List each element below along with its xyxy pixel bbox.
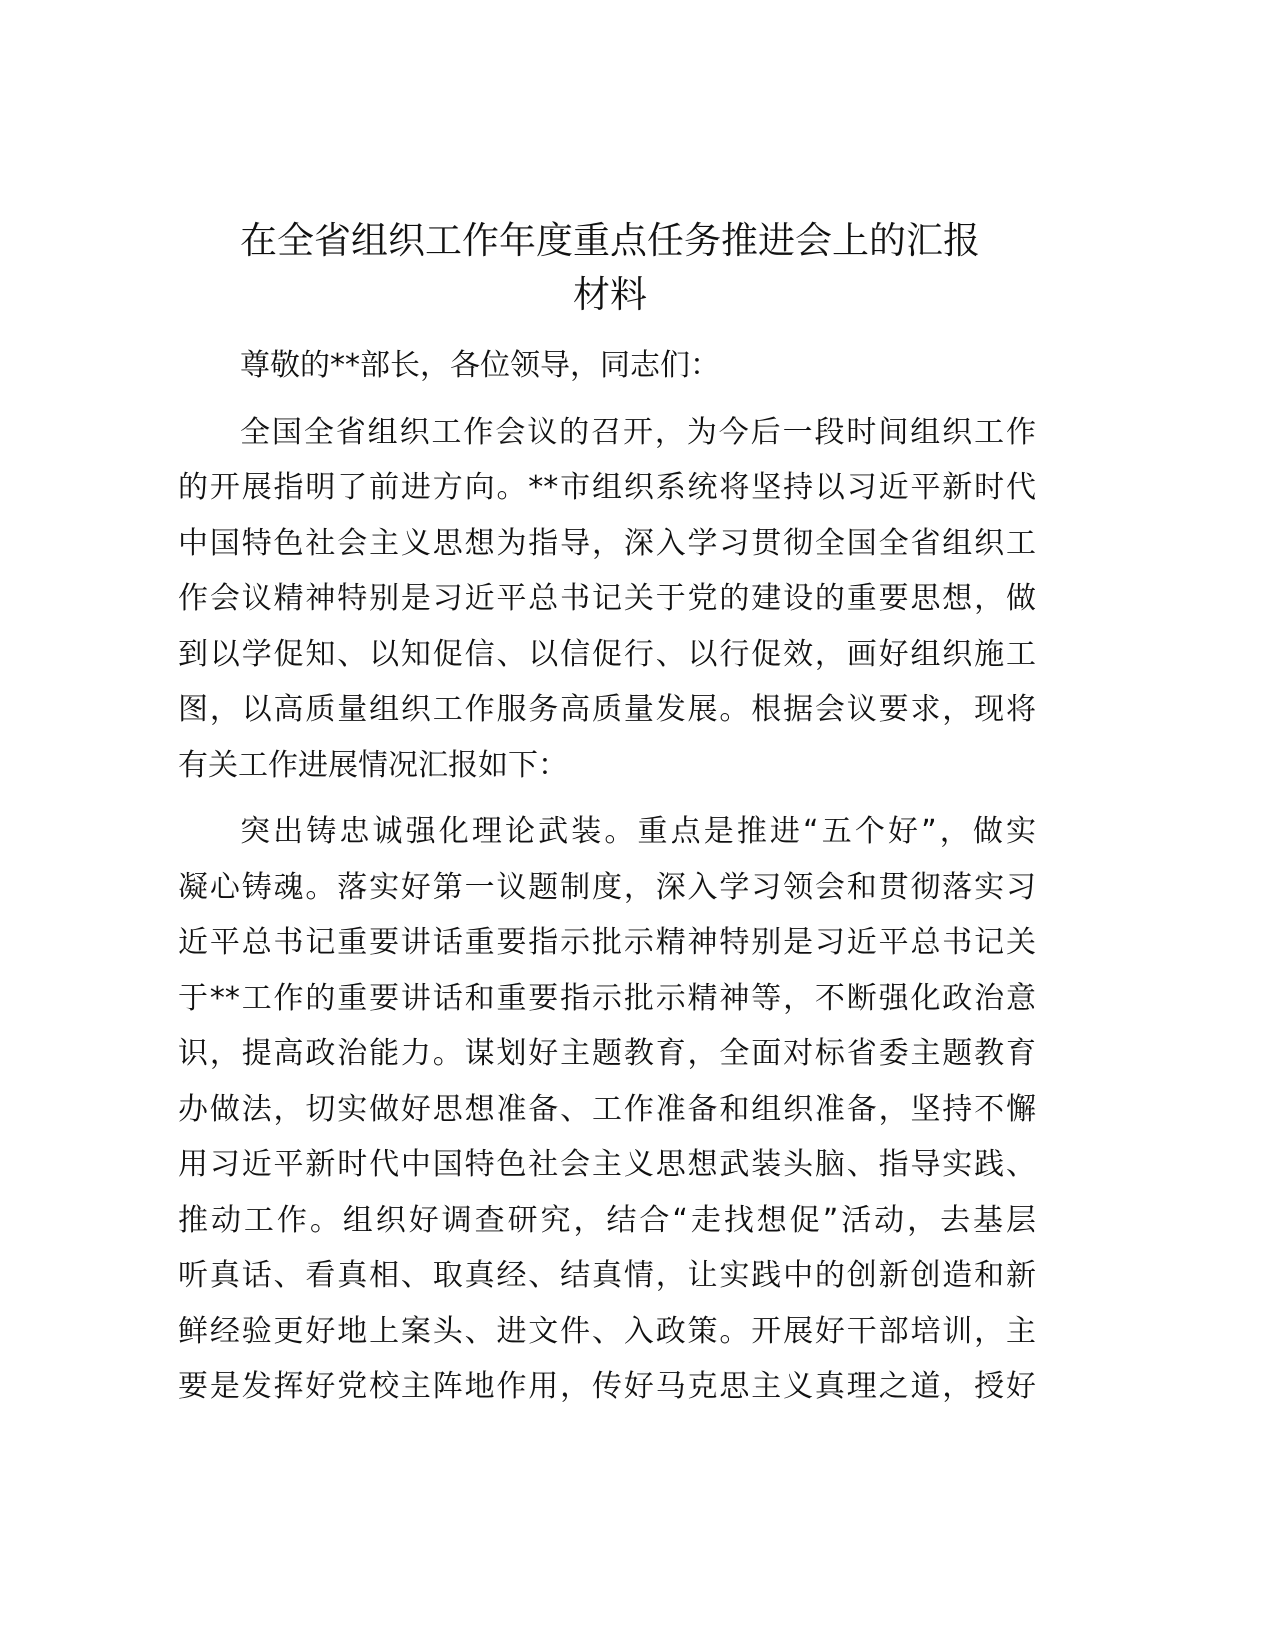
body-paragraph	[178, 405, 1036, 794]
text-line: 鲜经验更好地上案头、进文件、入政策。开展好干部培训，主	[178, 1313, 1036, 1349]
text-line: 于**工作的重要讲话和重要指示批示精神等，不断强化政治意	[178, 980, 1036, 1016]
text-line: 要是发挥好党校主阵地作用，传好马克思主义真理之道，授好	[178, 1369, 1036, 1404]
text-line: 有关工作进展情况汇报如下：	[178, 747, 568, 783]
text-line: 办做法，切实做好思想准备、工作准备和组织准备，坚持不懈	[178, 1091, 1036, 1127]
text-line: 中国特色社会主义思想为指导，深入学习贯彻全国全省组织工	[178, 525, 1036, 561]
text-line: 推动工作。组织好调查研究，结合“走找想促”活动，去基层	[178, 1202, 1036, 1238]
text-line: 作会议精神特别是习近平总书记关于党的建设的重要思想，做	[178, 581, 1036, 616]
title-line: 在全省组织工作年度重点任务推进会上的汇报	[240, 219, 980, 262]
text-line: 尊敬的**部长，各位领导，同志们：	[240, 348, 720, 383]
document-title	[170, 214, 1050, 322]
text-line: 用习近平新时代中国特色社会主义思想武装头脑、指导实践、	[178, 1147, 1036, 1182]
text-line: 突出铸忠诚强化理论武装。重点是推进“五个好”，做实	[240, 814, 1036, 849]
text-line: 到以学促知、以知促信、以信促行、以行促效，画好组织施工	[178, 636, 1036, 672]
text-line: 的开展指明了前进方向。**市组织系统将坚持以习近平新时代	[178, 470, 1036, 505]
text-line: 图，以高质量组织工作服务高质量发展。根据会议要求，现将	[178, 692, 1036, 727]
document-body	[178, 338, 1036, 1426]
text-line: 凝心铸魂。落实好第一议题制度，深入学习领会和贯彻落实习	[178, 869, 1036, 905]
greeting-paragraph	[178, 338, 1036, 394]
text-line: 听真话、看真相、取真经、结真情，让实践中的创新创造和新	[178, 1258, 1036, 1293]
text-line: 近平总书记重要讲话重要指示批示精神特别是习近平总书记关	[178, 925, 1036, 960]
text-line: 全国全省组织工作会议的召开，为今后一段时间组织工作	[240, 414, 1036, 450]
text-line: 识，提高政治能力。谋划好主题教育，全面对标省委主题教育	[178, 1036, 1036, 1071]
title-line: 材料	[573, 273, 647, 316]
body-paragraph	[178, 804, 1036, 1415]
